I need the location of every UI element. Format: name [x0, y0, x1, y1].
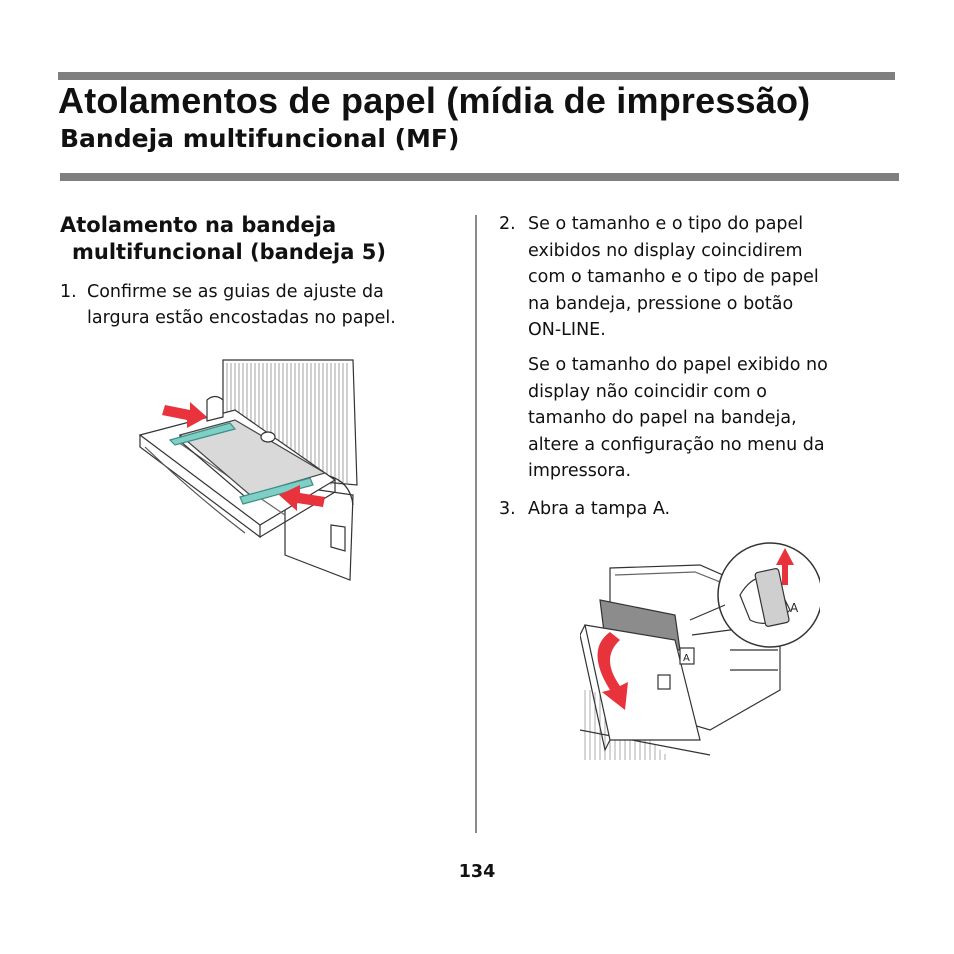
step2-line4: na bandeja, pressione o botão	[528, 294, 794, 314]
header-rule-bottom	[60, 173, 899, 181]
column-divider	[475, 215, 477, 833]
step2-number: 2.	[499, 214, 516, 234]
step3-number: 3.	[499, 499, 516, 519]
header-rule-top	[58, 72, 895, 80]
step2-para2-line3: tamanho do papel na bandeja,	[528, 408, 797, 428]
mp-tray-illustration	[135, 355, 360, 583]
page-title: Atolamentos de papel (mídia de impressão)	[58, 80, 811, 121]
step2-para2-line1: Se o tamanho do papel exibido no	[528, 355, 828, 375]
step3-text: Abra a tampa A.	[528, 499, 671, 519]
step2-para2-line4: altere a configuração no menu da	[528, 435, 825, 455]
section-heading-line2: multifuncional (bandeja 5)	[72, 240, 386, 264]
cover-a-illustration	[580, 540, 820, 762]
step1-line1: Confirme se as guias de ajuste da	[87, 282, 384, 302]
step2-line5: ON-LINE.	[528, 320, 606, 340]
page-subtitle: Bandeja multifuncional (MF)	[60, 124, 460, 153]
step1-line2: largura estão encostadas no papel.	[87, 308, 396, 328]
step2-line3: com o tamanho e o tipo de papel	[528, 267, 819, 287]
step2-para2-line2: display não coincidir com o	[528, 382, 767, 402]
step2-para2-line5: impressora.	[528, 461, 632, 481]
page-number: 134	[458, 862, 496, 882]
step1-number: 1.	[60, 282, 77, 302]
section-heading-line1: Atolamento na bandeja	[60, 213, 337, 237]
step2-line1: Se o tamanho e o tipo do papel	[528, 214, 804, 234]
cover-label-a: A	[790, 601, 799, 615]
step2-line2: exibidos no display coincidirem	[528, 241, 803, 261]
cover-tag-label-a: A	[683, 653, 690, 664]
